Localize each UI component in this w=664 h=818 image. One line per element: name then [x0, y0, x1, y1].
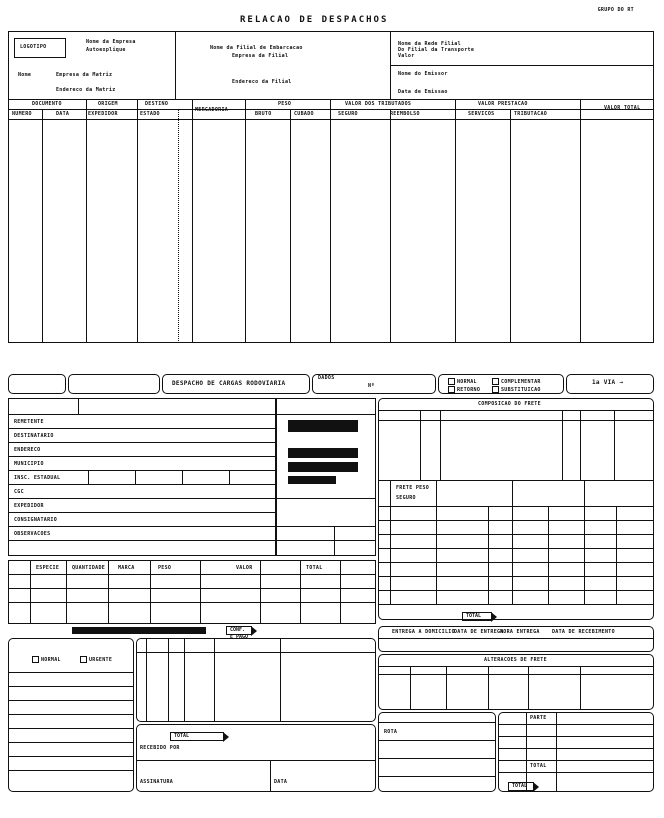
alteracoes-title: ALTERACOES DE FRETE	[484, 657, 547, 663]
total-button-2[interactable]: TOTAL	[170, 732, 224, 741]
col-reembolso: REEMBOLSO	[390, 111, 420, 117]
col-numero: NUMERO	[12, 111, 32, 117]
col-group-mercadoria: MERCADORIA	[195, 107, 229, 113]
num-label: Nº	[368, 383, 375, 389]
logo-label: LOGOTIPO	[20, 44, 47, 50]
col-group-origem: ORIGEM	[98, 101, 118, 107]
conf-button[interactable]: CONF. E PAGO	[226, 626, 252, 635]
label-cgc: CGC	[14, 489, 24, 495]
col-bruto: BRUTO	[255, 111, 272, 117]
col-marca: MARCA	[118, 565, 135, 571]
label-endereco: ENDERECO	[14, 447, 41, 453]
dest-line-3: Valor	[398, 53, 415, 59]
label-municipio: MUNICIPIO	[14, 461, 44, 467]
col-group-valor-prestacao: VALOR PRESTACAO	[478, 101, 528, 107]
label-expedidor: EXPEDIDOR	[14, 503, 44, 509]
ent-2: DATA DE ENTREGA	[454, 629, 504, 635]
ent-4: DATA DE RECEBIMENTO	[552, 629, 615, 635]
dest-line-2: Do Filial da Transporte	[398, 47, 475, 53]
dest-line-1: Nome da Rede Filial	[398, 41, 461, 47]
ent-3: HORA ENTREGA	[500, 629, 540, 635]
composicao-title: COMPOSICAO DO FRETE	[478, 401, 541, 407]
opt-retorno: RETORNO	[448, 386, 480, 393]
label-consignatario: CONSIGNATARIO	[14, 517, 58, 523]
matriz-address: Endereco da Matriz	[56, 87, 116, 93]
col-group-peso: PESO	[278, 101, 292, 107]
label-observacoes: OBSERVACOES	[14, 531, 51, 537]
col-valor: VALOR	[236, 565, 253, 571]
filial-address: Endereco da Filial	[232, 79, 292, 85]
col-estado: ESTADO	[140, 111, 160, 117]
label-remetente: REMETENTE	[14, 419, 44, 425]
total-button[interactable]: TOTAL	[462, 612, 492, 621]
filial-name: Nome da Filial de Embarcacao	[210, 45, 303, 51]
col-servicos: SERVICOS	[468, 111, 495, 117]
label-inscricao: INSC. ESTADUAL	[14, 475, 61, 481]
company-name: Nome da Empresa	[86, 39, 136, 45]
entrega-box	[8, 638, 134, 792]
col-tributacao: TRIBUTACAO	[514, 111, 548, 117]
dest-line-5: Data de Emissao	[398, 89, 448, 95]
col-cubado: CUBADO	[294, 111, 314, 117]
label-frete-peso: FRETE PESO	[396, 485, 430, 491]
dest-line-4: Nome do Emissor	[398, 71, 448, 77]
total-button-3[interactable]: TOTAL	[508, 782, 534, 791]
col-group-documento: DOCUMENTO	[32, 101, 62, 107]
page-title: RELACAO DE DESPACHOS	[240, 15, 389, 25]
col-total: TOTAL	[306, 565, 323, 571]
rodape-total: TOTAL	[530, 763, 547, 769]
entrega-urgente: URGENTE	[80, 656, 112, 663]
ent-1: ENTREGA A DOMICILIO	[392, 629, 455, 635]
col-quantidade: QUANTIDADE	[72, 565, 106, 571]
label-rota: ROTA	[384, 729, 398, 735]
col-group-destino: DESTINO	[145, 101, 169, 107]
col-expedidor: EXPEDIDOR	[88, 111, 118, 117]
opt-normal: NORMAL	[448, 378, 477, 385]
col-peso: PESO	[158, 565, 172, 571]
col-data: DATA	[56, 111, 70, 117]
despacho-title: DESPACHO DE CARGAS RODOVIARIA	[172, 380, 286, 387]
dado-label: DADOS	[318, 375, 335, 381]
opt-substituicao: SUBSTITUICAO	[492, 386, 541, 393]
col-seguro: SEGURO	[338, 111, 358, 117]
label-destinatario: DESTINATARIO	[14, 433, 54, 439]
page-code: GRUPO DO RT	[597, 7, 634, 13]
entrega-normal: NORMAL	[32, 656, 61, 663]
via-label: 1a VIA →	[592, 379, 624, 386]
opt-complementar: COMPLEMENTAR	[492, 378, 541, 385]
filial-company: Empresa da Filial	[232, 53, 289, 59]
label-data: DATA	[274, 779, 288, 785]
label-seguro: SEGURO	[396, 495, 416, 501]
label-assinatura: ASSINATURA	[140, 779, 174, 785]
rodape-parte: PARTE	[530, 715, 547, 721]
col-group-valor-tributados: VALOR DOS TRIBUTADOS	[345, 101, 412, 107]
label-recebido: RECEBIDO POR	[140, 745, 180, 751]
col-especie: ESPECIE	[36, 565, 60, 571]
company-sub: Autoexplique	[86, 47, 126, 53]
matriz-label: Nome	[18, 72, 32, 78]
matriz-company: Empresa da Matriz	[56, 72, 113, 78]
col-group-valor-total: VALOR TOTAL	[604, 105, 641, 111]
